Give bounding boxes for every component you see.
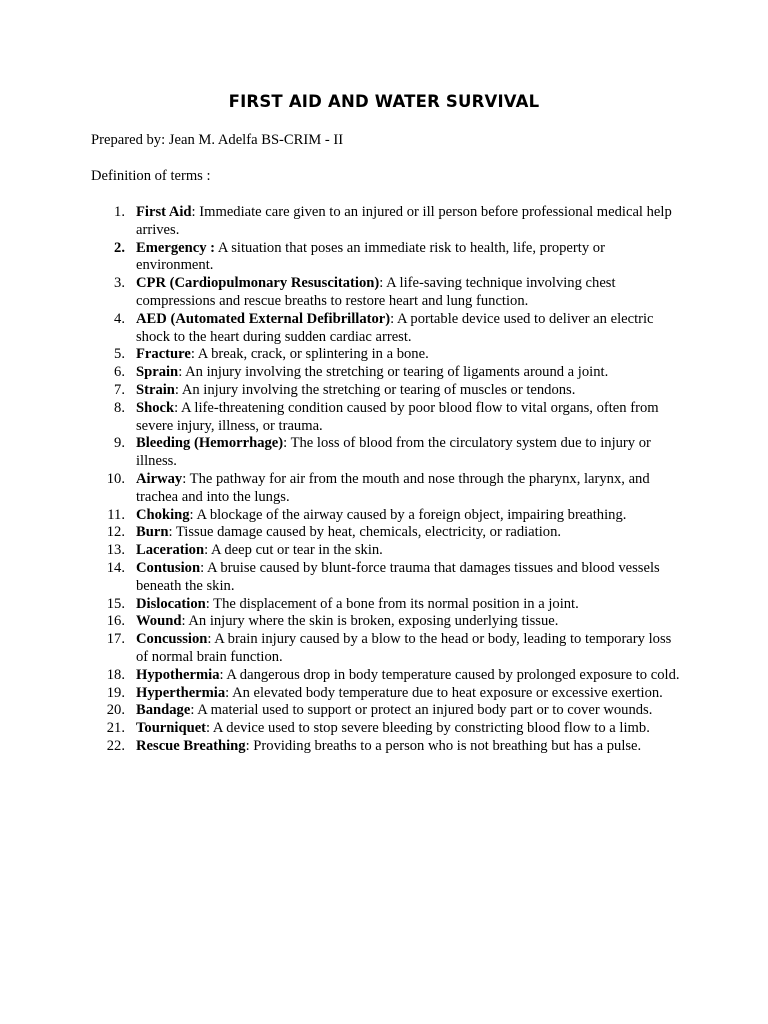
term-name: Laceration: [136, 542, 205, 559]
list-number: 22.: [106, 737, 125, 754]
term-definition: : A life-threatening condition caused by poor blood flow to vital organs, often from severe injury, illness, or trauma.: [136, 399, 659, 434]
term-definition: : An injury where the skin is broken, exposing underlying tissue.: [181, 613, 559, 630]
list-item: [0, 613, 768, 631]
term-definition: : An injury involving the stretching or tearing of muscles or tendons.: [174, 381, 576, 398]
list-number: 14.: [106, 559, 125, 576]
term-definition: : An elevated body temperature due to heat exposure or excessive exertion.: [225, 684, 663, 701]
term-name: Hypothermia: [136, 666, 220, 683]
definitions-heading: Definition of terms :: [91, 168, 211, 184]
page-title: FIRST AID AND WATER SURVIVAL: [228, 92, 540, 111]
list-number: 1.: [114, 204, 125, 220]
list-number: 6.: [114, 364, 125, 381]
list-item: [0, 311, 768, 347]
term-definition: : A break, crack, or splintering in a bone.: [190, 346, 429, 363]
term-name: Emergency :: [136, 239, 216, 256]
term-definition: : A deep cut or tear in the skin.: [204, 542, 383, 559]
term-name: CPR (Cardiopulmonary Resuscitation): [136, 275, 380, 292]
list-number: 18.: [106, 666, 125, 683]
list-item: [0, 507, 768, 525]
list-item: [0, 685, 768, 703]
list-item: [0, 560, 768, 596]
term-definition: : Providing breaths to a person who is not breathing but has a pulse.: [245, 737, 642, 754]
term-definition: : A dangerous drop in body temperature caused by prolonged exposure to cold.: [219, 666, 680, 683]
list-number: 2.: [114, 239, 125, 256]
term-definition: : A material used to support or protect an injured body part or to cover wounds.: [190, 702, 653, 719]
list-number: 12.: [106, 524, 125, 541]
term-name: Bleeding (Hemorrhage): [136, 435, 284, 452]
terms-list: [0, 204, 768, 756]
term-name: Burn: [136, 524, 169, 541]
list-item: [0, 435, 768, 471]
list-item: [0, 631, 768, 667]
list-number: 15.: [106, 595, 125, 612]
list-item: [0, 382, 768, 400]
term-definition: : The loss of blood from the circulatory system due to injury or illness.: [136, 435, 651, 470]
term-name: Wound: [136, 613, 182, 630]
list-item: [0, 738, 768, 756]
list-number: 19.: [106, 684, 125, 701]
term-name: Contusion: [136, 559, 201, 576]
list-number: 11.: [107, 506, 125, 523]
list-number: 3.: [114, 275, 125, 292]
term-name: Rescue Breathing: [136, 737, 246, 754]
list-item: [0, 471, 768, 507]
list-number: 8.: [114, 399, 125, 416]
term-definition: : An injury involving the stretching or tearing of ligaments around a joint.: [178, 364, 609, 381]
list-item: [0, 667, 768, 685]
term-definition: A situation that poses an immediate risk to health, life, property or environment.: [136, 239, 605, 274]
list-item: [0, 240, 768, 276]
list-item: [0, 346, 768, 364]
term-definition: : A life-saving technique involving chest compressions and rescue breaths to restore heart and lung function.: [136, 275, 616, 309]
term-name: Airway: [136, 470, 183, 487]
term-definition: : Immediate care given to an injured or ill person before professional medical help arrives.: [136, 204, 672, 238]
term-name: Hyperthermia: [136, 684, 226, 701]
prepared-by-line: Prepared by: Jean M. Adelfa BS-CRIM - II: [91, 132, 344, 148]
term-name: Strain: [136, 381, 175, 398]
term-name: Dislocation: [136, 595, 206, 612]
term-definition: : The displacement of a bone from its normal position in a joint.: [205, 595, 579, 612]
list-number: 13.: [106, 542, 125, 559]
term-definition: : A portable device used to deliver an electric shock to the heart during sudden cardiac arrest.: [136, 310, 654, 345]
list-item: [0, 542, 768, 560]
list-item: [0, 702, 768, 720]
list-number: 16.: [106, 613, 125, 630]
list-number: 10.: [106, 470, 125, 487]
list-number: 20.: [106, 702, 125, 719]
list-number: 21.: [106, 720, 125, 737]
term-name: Tourniquet: [136, 720, 207, 737]
list-item: [0, 204, 768, 240]
term-name: Choking: [136, 506, 190, 523]
term-definition: : A bruise caused by blunt-force trauma that damages tissues and blood vessels beneath the skin.: [136, 559, 660, 594]
term-definition: : A blockage of the airway caused by a foreign object, impairing breathing.: [189, 506, 627, 523]
term-name: Concussion: [136, 631, 208, 648]
term-name: AED (Automated External Defibrillator): [136, 310, 391, 327]
list-item: [0, 720, 768, 738]
list-item: [0, 275, 768, 311]
list-item: [0, 596, 768, 614]
list-item: [0, 524, 768, 542]
list-number: 17.: [106, 631, 125, 648]
list-number: 4.: [114, 310, 125, 327]
term-name: Bandage: [136, 702, 191, 719]
list-number: 5.: [114, 346, 125, 363]
term-definition: : A brain injury caused by a blow to the head or body, leading to temporary loss of normal brain function.: [136, 631, 672, 665]
term-name: Fracture: [136, 346, 191, 363]
term-name: Sprain: [136, 364, 179, 381]
list-item: [0, 364, 768, 382]
term-definition: : A device used to stop severe bleeding by constricting blood flow to a limb.: [206, 720, 650, 737]
list-item: [0, 400, 768, 436]
term-name: Shock: [136, 399, 175, 416]
list-number: 7.: [114, 381, 125, 398]
list-number: 9.: [114, 435, 125, 452]
term-definition: : Tissue damage caused by heat, chemicals, electricity, or radiation.: [168, 524, 562, 541]
term-definition: : The pathway for air from the mouth and nose through the pharynx, larynx, and trachea and into the lungs.: [136, 470, 650, 505]
term-name: First Aid: [136, 204, 192, 220]
